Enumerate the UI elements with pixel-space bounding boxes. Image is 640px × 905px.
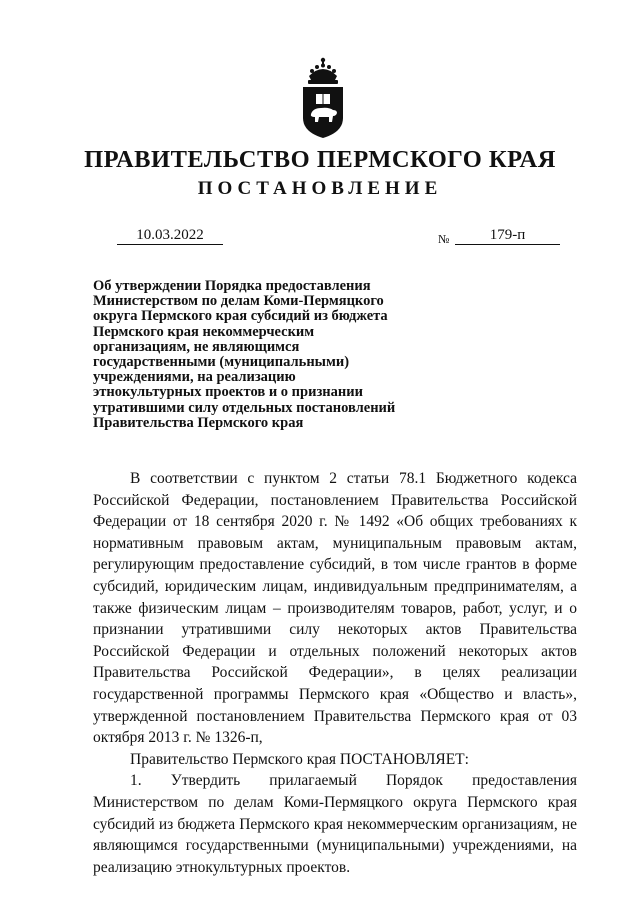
document-type-title: ПОСТАНОВЛЕНИЕ xyxy=(197,178,443,199)
document-number-label: № xyxy=(438,232,450,246)
organization-title: ПРАВИТЕЛЬСТВО ПЕРМСКОГО КРАЯ xyxy=(84,146,556,173)
body-paragraph: Правительство Пермского края ПОСТАНОВЛЯЕТ: xyxy=(130,750,469,768)
document-number: 179-п xyxy=(455,226,560,245)
perm-krai-coat-of-arms-icon xyxy=(295,56,351,140)
body-paragraph: В соответствии с пунктом 2 статьи 78.1 Бюджетного кодекса Российской Федерации, постановлением Правительства Российской Федерации от 18 сентября 2020 г. № 1492 «Об общих требованиях к нормативным правовым актам, муниципальным правовым актам, регулирующим предоставление субсидий, в том числе грантов в форме субсидий, юридическим лицам, индивидуальным предпринимателям, а также физическим лицам – производителям товаров, работ, услуг, и о признании утратившими силу некоторых актов Правительства Российской Федерации и отдельных положений некоторых актов Правительства Российской Федерации», в целях реализации государственной программы Пермского края «Общество и власть», утвержденной постановлением Правительства Пермского края от 03 октября 2013 г. № 1326-п, xyxy=(93,470,577,747)
document-subject: Об утверждении Порядка предоставления Министерством по делам Коми-Пермяцкого округа Пермского края субсидий из бюджета Пермского края некоммерческим организациям, не являющимся государственными (муниципальными) учреждениями, на реализацию этнокультурных проектов и о признании утратившими силу отдельных постановлений Правительства Пермского края xyxy=(93,278,396,431)
body-paragraph: 1. Утвердить прилагаемый Порядок предоставления Министерством по делам Коми-Пермяцкого округа Пермского края субсидий из бюджета Пермского края некоммерческим организациям, не являющимся государственными (муниципальными) учреждениями, на реализацию этнокультурных проектов. xyxy=(93,772,577,876)
document-date: 10.03.2022 xyxy=(117,226,223,245)
document-body xyxy=(93,468,577,878)
